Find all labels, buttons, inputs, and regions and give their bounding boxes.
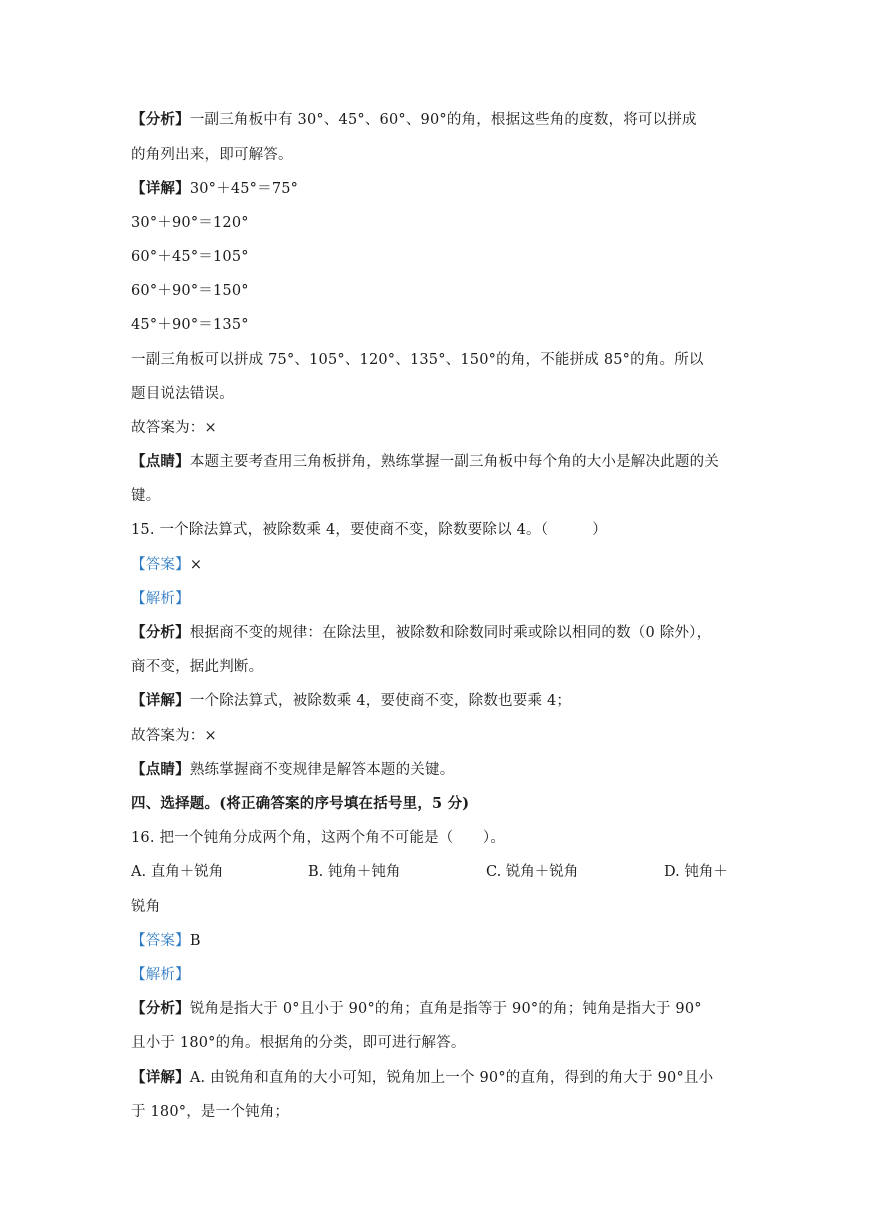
q14-analysis-line-1: 【分析】一副三角板中有 30°、45°、60°、90°的角，根据这些角的度数，将可以拼成 xyxy=(131,111,697,128)
comment-label: 【点睛】 xyxy=(131,453,190,470)
q16-analysis-line-1: 【分析】锐角是指大于 0°且小于 90°的角；直角是指等于 90°的角；钝角是指大于 90° xyxy=(131,1000,702,1017)
q14-calc-3: 60°＋90°＝150° xyxy=(131,283,249,299)
q15-comment-line-1: 【点睛】熟练掌握商不变规律是解答本题的关键。 xyxy=(131,761,455,778)
q16-detail-line-1: 【详解】A. 由锐角和直角的大小可知，锐角加上一个 90°的直角，得到的角大于 90°且小 xyxy=(131,1069,714,1086)
comment-label: 【点睛】 xyxy=(131,761,190,778)
q16-analysis-line-2: 且小于 180°的角。根据角的分类，即可进行解答。 xyxy=(131,1035,466,1051)
analysis-label: 【分析】 xyxy=(131,111,190,128)
q15-analysis-line-2: 商不变，据此判断。 xyxy=(131,659,264,675)
detail-label: 【详解】 xyxy=(131,1069,190,1086)
q16-answer xyxy=(131,931,201,951)
analysis-label: 【分析】 xyxy=(131,624,190,641)
q14-calc-1: 30°＋90°＝120° xyxy=(131,215,249,231)
answer-value: × xyxy=(189,557,203,573)
section-heading: 四、选择题。(将正确答案的序号填在括号里，5 分) xyxy=(131,795,470,812)
q14-calc-2: 60°＋45°＝105° xyxy=(131,249,249,265)
q14-analysis-line-2: 的角列出来，即可解答。 xyxy=(131,147,293,163)
q16-option-d-wrap: 锐角 xyxy=(131,899,161,915)
detail-label: 【详解】 xyxy=(131,180,190,197)
q16-detail-line-2: 于 180°，是一个钝角； xyxy=(131,1104,290,1120)
answer-label: 【答案】 xyxy=(131,933,190,949)
q14-comment-line-2: 键。 xyxy=(131,488,161,504)
detail-label: 【详解】 xyxy=(131,692,190,709)
q14-answer-line: 故答案为：× xyxy=(131,420,217,436)
q16-option-d: D. 钝角＋ xyxy=(664,864,728,880)
q14-detail-line-1: 【详解】30°＋45°＝75° xyxy=(131,180,299,197)
q16-option-a: A. 直角＋锐角 xyxy=(131,864,224,880)
q14-conclusion-line-1: 一副三角板可以拼成 75°、105°、120°、135°、150°的角，不能拼成 85°的角。所以 xyxy=(131,352,704,368)
q14-calc-4: 45°＋90°＝135° xyxy=(131,317,249,333)
q15-detail-line-1: 【详解】一个除法算式，被除数乘 4，要使商不变，除数也要乘 4； xyxy=(131,692,572,709)
q14-conclusion-line-2: 题目说法错误。 xyxy=(131,386,234,402)
q15-answer xyxy=(131,555,202,575)
answer-value: B xyxy=(189,933,201,949)
q15-analysis-line-1: 【分析】根据商不变的规律：在除法里，被除数和除数同时乘或除以相同的数（0 除外）， xyxy=(131,624,712,641)
q16-option-b: B. 钝角＋钝角 xyxy=(308,864,401,880)
q15-explain-label: 【解析】 xyxy=(131,591,190,607)
q16-question: 16. 把一个钝角分成两个角，这两个角不可能是（ ）。 xyxy=(131,830,506,846)
answer-label: 【答案】 xyxy=(131,557,190,573)
q15-question: 15. 一个除法算式，被除数乘 4，要使商不变，除数要除以 4。（ ） xyxy=(131,522,607,538)
q14-comment-line-1: 【点睛】本题主要考查用三角板拼角，熟练掌握一副三角板中每个角的大小是解决此题的关 xyxy=(131,453,720,470)
analysis-label: 【分析】 xyxy=(131,1000,190,1017)
q16-option-c: C. 锐角＋锐角 xyxy=(486,864,579,880)
q16-explain-label: 【解析】 xyxy=(131,967,190,983)
q15-answer-line: 故答案为：× xyxy=(131,728,217,744)
